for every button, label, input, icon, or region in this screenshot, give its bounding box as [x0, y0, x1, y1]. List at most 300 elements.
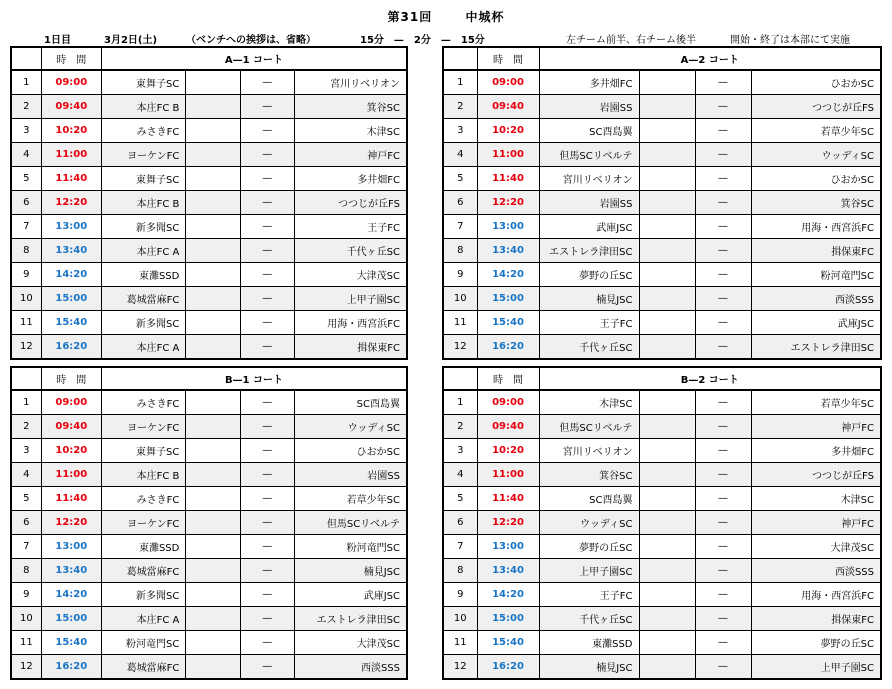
score-left	[639, 583, 695, 607]
score-left	[639, 631, 695, 655]
team-left: みさきFC	[101, 487, 185, 511]
team-left: 新多聞SC	[101, 583, 185, 607]
match-number: 1	[443, 390, 477, 415]
team-right: 上甲子園SC	[294, 287, 407, 311]
team-right: 夢野の丘SC	[751, 631, 881, 655]
match-time: 12:20	[41, 511, 101, 535]
score-left	[639, 439, 695, 463]
match-time: 15:40	[41, 311, 101, 335]
match-time: 11:40	[41, 487, 101, 511]
match-number: 3	[443, 439, 477, 463]
match-number: 2	[11, 95, 41, 119]
score-left	[639, 191, 695, 215]
versus-dash: —	[695, 191, 751, 215]
match-row	[11, 631, 407, 655]
match-time: 13:40	[41, 239, 101, 263]
match-row	[11, 119, 407, 143]
match-number: 2	[11, 415, 41, 439]
team-right: 上甲子園SC	[751, 655, 881, 680]
match-time: 09:40	[477, 95, 539, 119]
match-row	[11, 583, 407, 607]
match-time: 14:20	[41, 583, 101, 607]
team-right: 宮川リベリオン	[294, 70, 407, 95]
team-left: 本庄FC B	[101, 95, 185, 119]
team-right: 神戸FC	[751, 415, 881, 439]
versus-dash: —	[240, 463, 294, 487]
versus-dash: —	[695, 511, 751, 535]
team-right: ひおかSC	[751, 167, 881, 191]
team-left: 王子FC	[539, 311, 639, 335]
team-left: 岩園SS	[539, 191, 639, 215]
team-right: 用海・西宮浜FC	[751, 215, 881, 239]
score-left	[186, 511, 240, 535]
team-left: 葛城當麻FC	[101, 287, 185, 311]
score-left	[639, 263, 695, 287]
team-right: 岩園SS	[294, 463, 407, 487]
match-row	[11, 535, 407, 559]
team-right: 西淡SSS	[751, 287, 881, 311]
team-left: SC酉島翼	[539, 119, 639, 143]
team-left: 楠見JSC	[539, 287, 639, 311]
team-left: 夢野の丘SC	[539, 263, 639, 287]
team-left: 但馬SCリベルテ	[539, 143, 639, 167]
match-time: 15:40	[41, 631, 101, 655]
versus-dash: —	[695, 143, 751, 167]
match-time: 16:20	[41, 655, 101, 680]
match-number: 8	[11, 239, 41, 263]
match-time: 15:40	[477, 631, 539, 655]
team-left: 新多聞SC	[101, 311, 185, 335]
no-header	[11, 367, 41, 390]
team-left: 宮川リベリオン	[539, 439, 639, 463]
court-table-a1	[10, 46, 408, 360]
score-left	[639, 535, 695, 559]
no-header	[443, 47, 477, 70]
match-row	[11, 511, 407, 535]
match-number: 4	[443, 463, 477, 487]
versus-dash: —	[240, 167, 294, 191]
match-row	[443, 167, 881, 191]
versus-dash: —	[240, 655, 294, 680]
match-number: 6	[443, 191, 477, 215]
team-right: つつじが丘FS	[751, 95, 881, 119]
match-time: 14:20	[477, 583, 539, 607]
bench-note: （ベンチへの挨拶は、省略）	[186, 35, 316, 46]
match-row	[443, 463, 881, 487]
match-row	[443, 559, 881, 583]
match-time: 11:00	[41, 463, 101, 487]
match-row	[443, 191, 881, 215]
match-row	[443, 335, 881, 360]
team-left: 王子FC	[539, 583, 639, 607]
match-number: 10	[11, 607, 41, 631]
team-left: 本庄FC B	[101, 191, 185, 215]
match-time: 10:20	[41, 119, 101, 143]
score-left	[186, 439, 240, 463]
match-number: 11	[11, 631, 41, 655]
team-right: 木津SC	[294, 119, 407, 143]
team-right: 若草少年SC	[751, 390, 881, 415]
score-left	[639, 487, 695, 511]
match-row	[11, 311, 407, 335]
match-time: 13:40	[477, 239, 539, 263]
team-left: 粉河竜門SC	[101, 631, 185, 655]
versus-dash: —	[695, 70, 751, 95]
match-time: 13:00	[477, 535, 539, 559]
score-left	[186, 631, 240, 655]
match-time: 11:00	[477, 463, 539, 487]
score-left	[639, 390, 695, 415]
match-time: 13:00	[41, 535, 101, 559]
team-left: ヨーケンFC	[101, 511, 185, 535]
versus-dash: —	[695, 263, 751, 287]
match-row	[11, 415, 407, 439]
match-number: 3	[11, 439, 41, 463]
versus-dash: —	[240, 287, 294, 311]
match-number: 10	[443, 287, 477, 311]
versus-dash: —	[695, 311, 751, 335]
score-left	[186, 607, 240, 631]
court-name: B—1 コート	[101, 367, 407, 390]
match-row	[443, 583, 881, 607]
score-left	[639, 143, 695, 167]
court-header-row	[11, 47, 407, 70]
match-number: 12	[11, 335, 41, 360]
team-left: ウッディSC	[539, 511, 639, 535]
match-row	[443, 390, 881, 415]
score-left	[639, 119, 695, 143]
match-time: 15:40	[477, 311, 539, 335]
match-number: 5	[443, 167, 477, 191]
team-right: ひおかSC	[294, 439, 407, 463]
match-number: 12	[11, 655, 41, 680]
team-right: 王子FC	[294, 215, 407, 239]
no-header	[443, 367, 477, 390]
score-left	[186, 263, 240, 287]
score-left	[639, 70, 695, 95]
match-number: 12	[443, 335, 477, 360]
versus-dash: —	[695, 390, 751, 415]
team-left: エストレラ津田SC	[539, 239, 639, 263]
court-name: B—2 コート	[539, 367, 881, 390]
score-left	[186, 463, 240, 487]
half-note: 左チーム前半、右チーム後半	[566, 35, 696, 46]
match-row	[443, 655, 881, 680]
court-header-row	[11, 367, 407, 390]
score-left	[186, 70, 240, 95]
score-left	[639, 215, 695, 239]
team-right: 千代ヶ丘SC	[294, 239, 407, 263]
no-header	[11, 47, 41, 70]
score-left	[639, 607, 695, 631]
team-right: 大津茂SC	[294, 263, 407, 287]
versus-dash: —	[695, 287, 751, 311]
team-right: ウッディSC	[751, 143, 881, 167]
versus-dash: —	[695, 95, 751, 119]
score-left	[186, 583, 240, 607]
match-number: 11	[443, 311, 477, 335]
team-right: 揖保東FC	[751, 239, 881, 263]
match-row	[11, 167, 407, 191]
team-left: 葛城當麻FC	[101, 655, 185, 680]
match-row	[11, 390, 407, 415]
team-left: 木津SC	[539, 390, 639, 415]
court-table-b1	[10, 366, 408, 680]
match-row	[443, 119, 881, 143]
team-left: 東舞子SC	[101, 439, 185, 463]
match-number: 7	[443, 215, 477, 239]
cup-name: 中城杯	[465, 10, 505, 24]
match-row	[11, 439, 407, 463]
match-row	[11, 70, 407, 95]
team-right: 木津SC	[751, 487, 881, 511]
match-time: 10:20	[477, 119, 539, 143]
match-time: 12:20	[41, 191, 101, 215]
score-left	[186, 487, 240, 511]
team-right: 揖保東FC	[751, 607, 881, 631]
score-left	[186, 535, 240, 559]
edition-label: 第31回	[387, 10, 433, 24]
versus-dash: —	[240, 311, 294, 335]
match-number: 8	[443, 239, 477, 263]
match-time: 12:20	[477, 511, 539, 535]
score-left	[186, 143, 240, 167]
versus-dash: —	[695, 535, 751, 559]
team-right: ウッディSC	[294, 415, 407, 439]
score-left	[639, 95, 695, 119]
team-left: みさきFC	[101, 390, 185, 415]
team-left: 岩園SS	[539, 95, 639, 119]
score-left	[186, 287, 240, 311]
match-row	[443, 95, 881, 119]
versus-dash: —	[240, 439, 294, 463]
team-right: エストレラ津田SC	[294, 607, 407, 631]
team-left: みさきFC	[101, 119, 185, 143]
match-row	[443, 263, 881, 287]
match-row	[11, 335, 407, 360]
team-left: 但馬SCリベルテ	[539, 415, 639, 439]
versus-dash: —	[240, 335, 294, 360]
time-header: 時 間	[477, 367, 539, 390]
versus-dash: —	[240, 191, 294, 215]
match-row	[443, 607, 881, 631]
team-left: 東灘SSD	[101, 535, 185, 559]
match-number: 6	[11, 511, 41, 535]
team-left: 武庫JSC	[539, 215, 639, 239]
match-time: 14:20	[41, 263, 101, 287]
team-right: 用海・西宮浜FC	[751, 583, 881, 607]
match-time: 09:00	[41, 70, 101, 95]
match-time: 13:00	[41, 215, 101, 239]
match-row	[11, 559, 407, 583]
score-left	[186, 119, 240, 143]
score-left	[186, 215, 240, 239]
versus-dash: —	[240, 263, 294, 287]
match-time: 09:00	[477, 70, 539, 95]
versus-dash: —	[695, 215, 751, 239]
score-left	[639, 559, 695, 583]
score-left	[639, 311, 695, 335]
match-row	[443, 439, 881, 463]
match-number: 5	[11, 487, 41, 511]
versus-dash: —	[695, 167, 751, 191]
team-left: 夢野の丘SC	[539, 535, 639, 559]
match-row	[11, 463, 407, 487]
versus-dash: —	[695, 463, 751, 487]
versus-dash: —	[695, 439, 751, 463]
team-left: 千代ヶ丘SC	[539, 607, 639, 631]
score-left	[186, 167, 240, 191]
match-number: 8	[443, 559, 477, 583]
team-right: SC酉島翼	[294, 390, 407, 415]
match-row	[11, 191, 407, 215]
match-row	[443, 511, 881, 535]
match-time: 16:20	[477, 655, 539, 680]
versus-dash: —	[240, 631, 294, 655]
match-number: 3	[443, 119, 477, 143]
match-row	[443, 487, 881, 511]
versus-dash: —	[240, 95, 294, 119]
versus-dash: —	[695, 335, 751, 360]
versus-dash: —	[695, 607, 751, 631]
versus-dash: —	[695, 655, 751, 680]
time-header: 時 間	[41, 367, 101, 390]
score-left	[186, 655, 240, 680]
match-row	[443, 143, 881, 167]
match-row	[443, 239, 881, 263]
versus-dash: —	[695, 239, 751, 263]
match-format: 15分 — 2分 — 15分	[360, 35, 485, 46]
team-right: つつじが丘FS	[294, 191, 407, 215]
versus-dash: —	[240, 559, 294, 583]
versus-dash: —	[240, 607, 294, 631]
versus-dash: —	[695, 415, 751, 439]
match-number: 4	[11, 463, 41, 487]
score-left	[639, 239, 695, 263]
match-number: 4	[443, 143, 477, 167]
team-right: 箕谷SC	[294, 95, 407, 119]
score-left	[639, 511, 695, 535]
team-left: 本庄FC A	[101, 239, 185, 263]
match-time: 09:40	[41, 415, 101, 439]
match-number: 9	[443, 263, 477, 287]
match-number: 6	[443, 511, 477, 535]
match-row	[11, 607, 407, 631]
match-number: 5	[11, 167, 41, 191]
match-time: 15:00	[41, 607, 101, 631]
team-right: エストレラ津田SC	[751, 335, 881, 360]
match-row	[11, 487, 407, 511]
team-right: 西淡SSS	[294, 655, 407, 680]
match-number: 4	[11, 143, 41, 167]
versus-dash: —	[240, 487, 294, 511]
versus-dash: —	[240, 415, 294, 439]
team-left: 東舞子SC	[101, 70, 185, 95]
team-right: 粉河竜門SC	[294, 535, 407, 559]
team-left: 東灘SSD	[539, 631, 639, 655]
match-row	[11, 95, 407, 119]
team-left: 東舞子SC	[101, 167, 185, 191]
versus-dash: —	[695, 559, 751, 583]
match-row	[11, 239, 407, 263]
start-note: 開始・終了は本部にて実施	[730, 35, 850, 46]
score-left	[639, 287, 695, 311]
match-time: 13:40	[477, 559, 539, 583]
team-left: ヨーケンFC	[101, 143, 185, 167]
team-right: 揖保東FC	[294, 335, 407, 360]
match-number: 8	[11, 559, 41, 583]
score-left	[186, 390, 240, 415]
team-left: 多井畑FC	[539, 70, 639, 95]
team-right: ひおかSC	[751, 70, 881, 95]
score-left	[186, 559, 240, 583]
match-number: 5	[443, 487, 477, 511]
match-number: 2	[443, 95, 477, 119]
court-name: A—2 コート	[539, 47, 881, 70]
match-time: 13:40	[41, 559, 101, 583]
team-left: SC酉島翼	[539, 487, 639, 511]
match-number: 12	[443, 655, 477, 680]
versus-dash: —	[695, 583, 751, 607]
score-left	[186, 311, 240, 335]
match-time: 15:00	[477, 607, 539, 631]
match-row	[11, 287, 407, 311]
match-row	[11, 143, 407, 167]
match-time: 11:00	[477, 143, 539, 167]
team-right: 多井畑FC	[294, 167, 407, 191]
versus-dash: —	[240, 583, 294, 607]
time-header: 時 間	[477, 47, 539, 70]
score-left	[186, 415, 240, 439]
match-row	[443, 311, 881, 335]
match-row	[443, 535, 881, 559]
court-table-b2	[442, 366, 882, 680]
versus-dash: —	[240, 390, 294, 415]
match-time: 12:20	[477, 191, 539, 215]
match-row	[443, 415, 881, 439]
team-right: 楠見JSC	[294, 559, 407, 583]
match-number: 7	[11, 535, 41, 559]
team-right: 神戸FC	[294, 143, 407, 167]
versus-dash: —	[240, 119, 294, 143]
match-number: 10	[443, 607, 477, 631]
team-right: 大津茂SC	[294, 631, 407, 655]
match-number: 3	[11, 119, 41, 143]
versus-dash: —	[240, 535, 294, 559]
team-right: 武庫JSC	[751, 311, 881, 335]
court-name: A—1 コート	[101, 47, 407, 70]
match-row	[443, 631, 881, 655]
date-label: 3月2日(土)	[104, 35, 158, 46]
match-time: 09:40	[41, 95, 101, 119]
team-right: 箕谷SC	[751, 191, 881, 215]
score-left	[186, 239, 240, 263]
team-left: 新多聞SC	[101, 215, 185, 239]
match-number: 2	[443, 415, 477, 439]
team-right: 神戸FC	[751, 511, 881, 535]
versus-dash: —	[240, 215, 294, 239]
match-time: 11:40	[477, 487, 539, 511]
match-number: 10	[11, 287, 41, 311]
match-time: 11:00	[41, 143, 101, 167]
match-time: 15:00	[41, 287, 101, 311]
match-time: 09:00	[41, 390, 101, 415]
match-number: 9	[11, 583, 41, 607]
team-left: 楠見JSC	[539, 655, 639, 680]
match-number: 11	[443, 631, 477, 655]
score-left	[186, 95, 240, 119]
match-number: 1	[11, 390, 41, 415]
